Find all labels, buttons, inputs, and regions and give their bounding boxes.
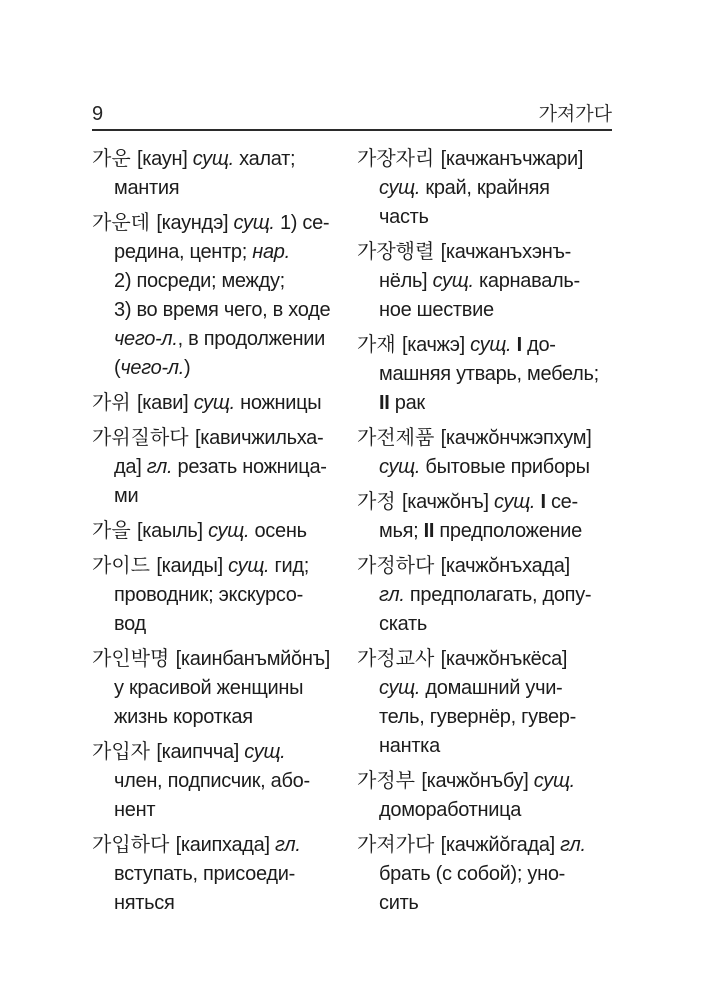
definition-text: вод xyxy=(114,613,146,635)
sense-numeral: II xyxy=(423,520,435,542)
definition-text: домашний учи- xyxy=(420,677,563,699)
definition-text: се- xyxy=(545,491,578,513)
transcription: [каун] xyxy=(137,148,193,170)
dictionary-entry xyxy=(357,330,612,418)
left-column xyxy=(92,144,347,923)
korean-headword: 가전제품 xyxy=(357,425,441,449)
definition-text: мья; xyxy=(379,520,424,542)
definition-text: брать (с собой); уно- xyxy=(379,863,566,885)
transcription: [качжйŏгада] xyxy=(440,834,561,856)
grammar-label: гл. xyxy=(379,584,405,606)
dictionary-entry xyxy=(357,487,612,546)
right-column xyxy=(357,144,612,923)
grammar-label: сущ. xyxy=(192,148,234,170)
definition-text: рак xyxy=(389,392,425,414)
definition-text: вступать, присоеди- xyxy=(114,863,295,885)
transcription: [каипхада] xyxy=(175,834,276,856)
korean-headword: 가을 xyxy=(92,518,137,542)
definition-text: , в продолжении xyxy=(177,328,325,350)
definition-text: ми xyxy=(114,485,139,507)
korean-headword: 가져가다 xyxy=(357,832,441,856)
dictionary-entry xyxy=(357,766,612,825)
transcription: [каинбанъмйŏнъ] xyxy=(175,648,331,670)
korean-headword: 가재 xyxy=(357,332,402,356)
korean-headword: 가위 xyxy=(92,390,137,414)
transcription: [каиды] xyxy=(156,555,229,577)
grammar-label: сущ. xyxy=(379,456,421,478)
definition-text: сить xyxy=(379,892,419,914)
definition-text: край, крайняя xyxy=(420,177,550,199)
korean-headword: 가정 xyxy=(357,489,402,513)
korean-headword: 가운데 xyxy=(92,210,157,234)
dictionary-entry xyxy=(92,830,347,918)
definition-text: домоработница xyxy=(379,799,522,821)
entry-columns xyxy=(92,144,612,923)
definition-text: ное шествие xyxy=(379,299,494,321)
korean-headword: 가정교사 xyxy=(357,646,441,670)
grammar-label: сущ. xyxy=(233,212,275,234)
korean-headword: 가정부 xyxy=(357,768,422,792)
transcription: [качжŏнъ] xyxy=(402,491,495,513)
dictionary-entry xyxy=(92,644,347,732)
grammar-label: сущ. xyxy=(208,520,250,542)
transcription: [качжанъхэнъ- xyxy=(440,241,572,263)
dictionary-entry xyxy=(357,830,612,918)
korean-headword: 가운 xyxy=(92,146,137,170)
definition-text: предположение xyxy=(434,520,582,542)
korean-headword: 가입하다 xyxy=(92,832,176,856)
grammar-label: сущ. xyxy=(244,741,286,763)
dictionary-entry xyxy=(92,144,347,203)
definition-text: нент xyxy=(114,799,156,821)
page-content xyxy=(92,103,612,923)
definition-text: нёль] xyxy=(379,270,433,292)
transcription: [каипчча] xyxy=(156,741,245,763)
definition-text: няться xyxy=(114,892,175,914)
dictionary-entry xyxy=(92,208,347,383)
definition-text: мантия xyxy=(114,177,180,199)
definition-text: резать ножница- xyxy=(172,456,327,478)
definition-text: жизнь короткая xyxy=(114,706,253,728)
transcription: [кавичжильха- xyxy=(194,427,324,449)
transcription: [качжŏнчжэпхум] xyxy=(440,427,592,449)
dictionary-entry xyxy=(92,516,347,546)
definition-text: ножницы xyxy=(234,392,322,414)
dictionary-entry xyxy=(357,237,612,325)
grammar-label: гл. xyxy=(560,834,586,856)
definition-text: скать xyxy=(379,613,427,635)
definition-text: тель, гувернёр, гувер- xyxy=(379,706,576,728)
definition-text: машняя утварь, мебель; xyxy=(379,363,599,385)
transcription: [каундэ] xyxy=(156,212,234,234)
definition-text: до- xyxy=(521,334,556,356)
grammar-label: чего-л. xyxy=(120,357,185,379)
korean-headword: 가인박명 xyxy=(92,646,176,670)
korean-headword: 가이드 xyxy=(92,553,157,577)
definition-text: член, подписчик, або- xyxy=(114,770,310,792)
grammar-label: сущ. xyxy=(494,491,536,513)
korean-headword: 가장행렬 xyxy=(357,239,441,263)
transcription: [качжŏнъхада] xyxy=(440,555,570,577)
dictionary-entry xyxy=(92,388,347,418)
definition-text: карнаваль- xyxy=(473,270,580,292)
definition-text: 2) посреди; между; xyxy=(114,270,285,292)
definition-text: халат; xyxy=(233,148,296,170)
transcription: [каыль] xyxy=(137,520,209,542)
definition-text: редина, центр; xyxy=(114,241,253,263)
definition-text: проводник; экскурсо- xyxy=(114,584,303,606)
definition-text: 3) во время чего, в ходе xyxy=(114,299,331,321)
grammar-label: сущ. xyxy=(228,555,270,577)
grammar-label: сущ. xyxy=(379,677,421,699)
transcription: [качжŏнъкёса] xyxy=(440,648,568,670)
grammar-label: сущ. xyxy=(379,177,421,199)
definition-text: осень xyxy=(249,520,307,542)
page-number: 9 xyxy=(92,103,104,125)
definition-text: 1) се- xyxy=(274,212,330,234)
korean-headword: 가위질하다 xyxy=(92,425,195,449)
running-header xyxy=(92,103,612,131)
definition-text: нантка xyxy=(379,735,440,757)
dictionary-entry xyxy=(357,551,612,639)
dictionary-entry xyxy=(92,737,347,825)
transcription: [кави] xyxy=(137,392,194,414)
sense-numeral: I xyxy=(516,334,522,356)
definition-text: у красивой женщины xyxy=(114,677,304,699)
korean-headword: 가정하다 xyxy=(357,553,441,577)
korean-headword: 가입자 xyxy=(92,739,157,763)
guide-word: 가져가다 xyxy=(538,103,612,125)
grammar-label: чего-л. xyxy=(114,328,178,350)
sense-numeral: I xyxy=(540,491,546,513)
dictionary-entry xyxy=(357,423,612,482)
dictionary-entry xyxy=(92,551,347,639)
korean-headword: 가장자리 xyxy=(357,146,441,170)
definition-text: да] xyxy=(114,456,147,478)
grammar-label: сущ. xyxy=(470,334,512,356)
transcription: [качжŏнъбу] xyxy=(421,770,534,792)
definition-text: предполагать, допу- xyxy=(404,584,592,606)
definition-text: гид; xyxy=(269,555,310,577)
transcription: [качжэ] xyxy=(402,334,471,356)
transcription: [качжанъчжари] xyxy=(440,148,584,170)
grammar-label: сущ. xyxy=(432,270,474,292)
definition-text: ( xyxy=(114,357,121,379)
definition-text: часть xyxy=(379,206,429,228)
grammar-label: гл. xyxy=(275,834,301,856)
dictionary-entry xyxy=(357,144,612,232)
dictionary-entry xyxy=(92,423,347,511)
sense-numeral: II xyxy=(379,392,390,414)
grammar-label: гл. xyxy=(146,456,173,478)
dictionary-entry xyxy=(357,644,612,761)
grammar-label: нар. xyxy=(252,241,290,263)
grammar-label: сущ. xyxy=(533,770,575,792)
definition-text: ) xyxy=(184,357,191,379)
grammar-label: сущ. xyxy=(193,392,235,414)
definition-text: бытовые приборы xyxy=(420,456,590,478)
